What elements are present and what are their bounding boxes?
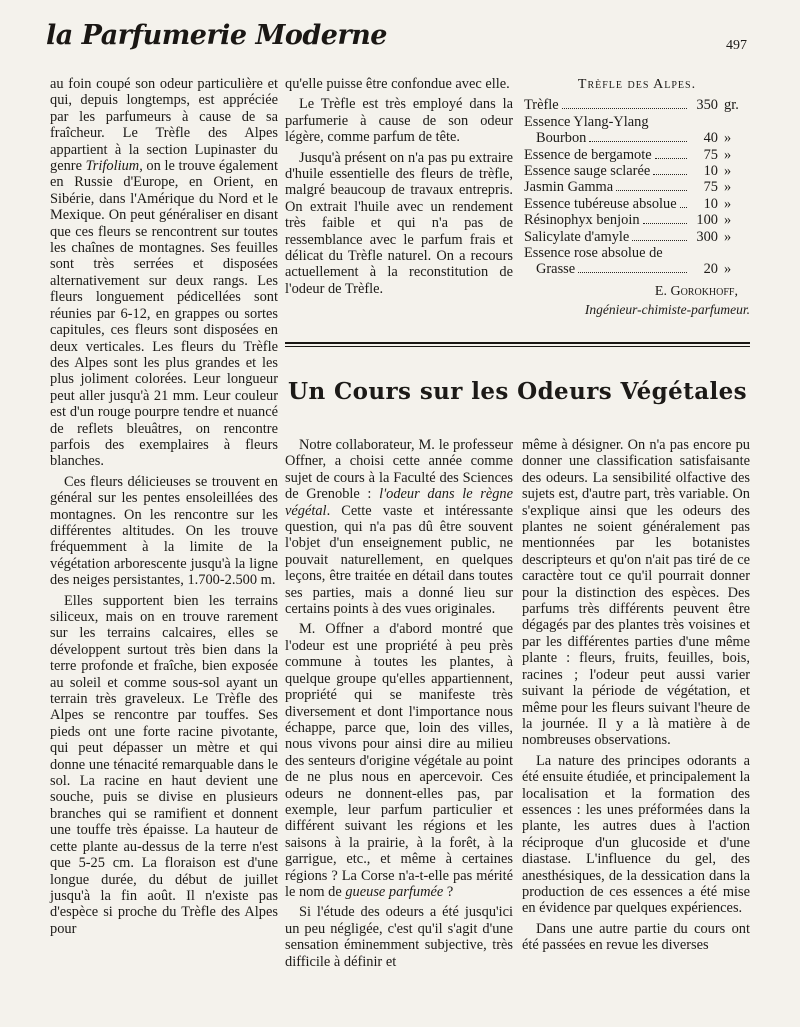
col3-paragraph-1: Notre collaborateur, M. le professeur Offner, a choisi cette année comme sujet de cours à la Faculté des Sciences de Grenoble : l'odeur dans le règne végétal. Cette vaste et intéressante question, qui n'a pas dû être souvent l'objet d'un enseignement public, ne pouvait naturellement, en quelques leçons, être traitée en détail dans toutes ses parties, mais a donné lieu sur certains points à des vues originales. (285, 437, 514, 618)
recipe-items (524, 97, 750, 277)
recipe-item (524, 130, 750, 146)
leader-dots (653, 174, 687, 175)
col1-paragraph-1: au foin coupé son odeur particulière et qui, depuis longtemps, est appréciée par les parfumeurs à cause de sa fraîcheur. Le Trèfle des Alpes appartient à la section Lupinaster du genre Trifolium, on le trouve également en Russie d'Europe, en Orient, en Sibérie, dans l'Amérique du Nord et le Mexique. On peut généraliser en disant que ces fleurs se rencontrent sur toutes les chaînes de montagnes. Ses feuilles sont très serrées et disposées alternativement sur deux rangs. Les fleurs longuement pédicellées sont réunies par 6-12, en grappes ou sortes capitules, ces fleurs sont disposées en deux verticales. Les fleurs du Trèfle des Alpes sont les plus grandes et les plus joliment colorées. Leur longueur peut aller jusqu'à 21 mm. Leur couleur est d'un rouge pourpre tendre et nuancé de reflets bleuâtres, on rencontre parfois des exemplaires à fleurs blanches. (50, 76, 278, 470)
leader-dots (616, 190, 687, 191)
recipe-item-unit: » (724, 146, 732, 163)
recipe-item-quantity: 40 (703, 130, 718, 147)
recipe-item-quantity: 20 (703, 261, 718, 278)
recipe-item-unit: » (724, 163, 732, 180)
col1-paragraph-3: Elles supportent bien les terrains siliceux, mais on en trouve rarement sur les terrains calcaires, elles se développent surtout très bien dans la terre profonde et fraîche, bien exposée au soleil et comme sous-sol ayant un terrain très graveleux. Le Trèfle des Alpes se rencontre par touffes. Ses pieds ont une forte racine pivotante, qui peut dépasser un mètre et qui donne une ténacité remarquable dans le sol. La racine en haut devient une souche, puis se divise en plusieurs branches qui se ramifient et donnent une touffe très épaisse. La hauteur de cette plante au-dessus de la terre n'est que 5-25 cm. La floraison est d'une longue durée, du début de juillet jusqu'à la fin août. Il n'existe pas d'espèce si proche du Trèfle des Alpes pour (50, 592, 278, 937)
recipe-item-unit: » (724, 228, 732, 245)
recipe-item-name: Salicylate d'amyle (524, 228, 630, 245)
recipe-item-name: Grasse (536, 261, 576, 278)
recipe-item (524, 261, 750, 277)
section-divider-thick (285, 342, 750, 344)
leader-dots (578, 272, 687, 273)
recipe-item-unit: » (724, 261, 732, 278)
recipe-item (524, 179, 750, 195)
column-4 (522, 437, 750, 954)
recipe-item-name: Essence de bergamote (524, 146, 652, 163)
article-headline: Un Cours sur les Odeurs Végétales (287, 378, 748, 405)
recipe-item-name: Essence Ylang-Ylang (524, 113, 649, 130)
column-2 (285, 76, 513, 297)
masthead-logo: la Parfumerie Moderne (46, 20, 387, 51)
recipe-item-name: Jasmin Gamma (524, 179, 614, 196)
recipe-item-name: Essence tubéreuse absolue (524, 195, 677, 212)
author-signature: E. Gorokhoff, (654, 283, 738, 299)
leader-dots (680, 207, 687, 208)
recipe-item (524, 163, 750, 179)
recipe-item (524, 114, 750, 130)
recipe-item-quantity: 75 (703, 179, 718, 196)
leader-dots (589, 141, 687, 142)
recipe-item-quantity: 300 (696, 228, 718, 245)
author-role: Ingénieur-chimiste-parfumeur. (584, 302, 750, 318)
col1-paragraph-2: Ces fleurs délicieuses se trouvent en général sur les pentes ensoleillées des montagnes. On les rencontre sur les différentes altitudes. On les trouve fréquemment à la limite de la végétation arborescente jusqu'à la ligne des neiges persistantes, 1.700-2.500 m. (50, 473, 278, 589)
recipe-item-name: Essence rose absolue de (524, 245, 663, 262)
recipe-item (524, 212, 750, 228)
leader-dots (643, 223, 687, 224)
col4-paragraph-2: La nature des principes odorants a été ensuite étudiée, et principalement la localisation et la formation des essences : les unes préformées dans la plante, les autres dues à l'action réciproque d'un glucoside et d'une diastase. L'influence du gel, des anesthésiques, de la dessication dans la production de ces essences a été mise en évidence par quelques expériences. (522, 752, 750, 917)
recipe-item-name: Trèfle (524, 97, 559, 114)
col4-paragraph-3: Dans une autre partie du cours ont été passées en revue les diverses (522, 920, 750, 954)
page-number: 497 (726, 38, 747, 53)
leader-dots (632, 240, 687, 241)
recipe-item-unit: gr. (724, 97, 739, 114)
recipe-item-quantity: 100 (696, 212, 718, 229)
recipe-item-name: Bourbon (536, 130, 587, 147)
recipe-title: Trèfle des Alpes. (577, 77, 697, 92)
column-3 (285, 437, 513, 970)
recipe-item-name: Résinophyx benjoin (524, 212, 640, 229)
recipe-item-quantity: 75 (703, 146, 718, 163)
section-divider-thin (285, 346, 750, 347)
recipe-item-quantity: 10 (703, 163, 718, 180)
recipe-item (524, 229, 750, 245)
leader-dots (655, 158, 687, 159)
recipe-item-unit: » (724, 195, 732, 212)
recipe-item-quantity: 10 (703, 195, 718, 212)
recipe-item (524, 196, 750, 212)
recipe-item-name: Essence sauge sclarée (524, 163, 651, 180)
leader-dots (562, 108, 687, 109)
recipe-item (524, 147, 750, 163)
recipe-item-unit: » (724, 130, 732, 147)
recipe-item (524, 245, 750, 261)
recipe-item (524, 97, 750, 113)
recipe-box (524, 77, 750, 319)
col3-paragraph-3: Si l'étude des odeurs a été jusqu'ici un peu négligée, c'est qu'il s'agit d'une sensation éminemment subjective, très difficile à définir et (285, 904, 513, 970)
col4-paragraph-1: même à désigner. On n'a pas encore pu donner une classification satisfaisante des odeurs. La sensibilité olfactive des sujets est, d'autre part, très variable. On s'explique ainsi que les odeurs des plantes ne soient généralement pas mentionnées par les botanistes descripteurs et qu'on n'ait pas tiré de ce caractère tout ce qu'il pourrait donner pour la distinction des espèces. Des parfums très différents peuvent être dégagés par des plantes très voisines et par les différentes parties d'une même plante : fleurs, fruits, feuilles, bois, racines ; l'odeur peut aussi varier suivant la période de végétation, et même pour les fleurs suivant l'heure de la journée. Il y a là matière à de nombreuses observations. (522, 437, 750, 749)
col2-paragraph-3: Jusqu'à présent on n'a pas pu extraire d'huile essentielle des fleurs de trèfle, malgré beaucoup de travaux entrepris. On extrait l'huile avec un rendement très faible et qui n'a pas de ressemblance avec le parfum frais et délicat du Trèfle naturel. On a recours actuellement à la reconstitution de l'odeur de Trèfle. (285, 149, 513, 297)
col2-paragraph-2: Le Trèfle est très employé dans la parfumerie à cause de son odeur légère, comme parfum de tête. (285, 96, 513, 146)
recipe-item-unit: » (724, 212, 732, 229)
col2-paragraph-1: qu'elle puisse être confondue avec elle. (285, 76, 510, 92)
recipe-item-quantity: 350 (696, 97, 718, 114)
column-1 (50, 76, 278, 937)
recipe-item-unit: » (724, 179, 732, 196)
col3-paragraph-2: M. Offner a d'abord montré que l'odeur est une propriété à peu près commune à toutes les plantes, à quelque groupe qu'elles appartiennent, propriété qui se manifeste très diversement et dont l'importance nous échappe, parce que, loin des villes, nous vivons pour ainsi dire au milieu des senteurs d'origine végétale au point de ne plus nous en apercevoir. Ces odeurs ne donnent-elles pas, par exemple, leur parfum particulier et différent suivant les régions et les saisons à la prairie, à la forêt, à la garrigue, etc., et même à certaines régions ? La Corse n'a-t-elle pas mérité le nom de gueuse parfumée ? (285, 621, 513, 900)
